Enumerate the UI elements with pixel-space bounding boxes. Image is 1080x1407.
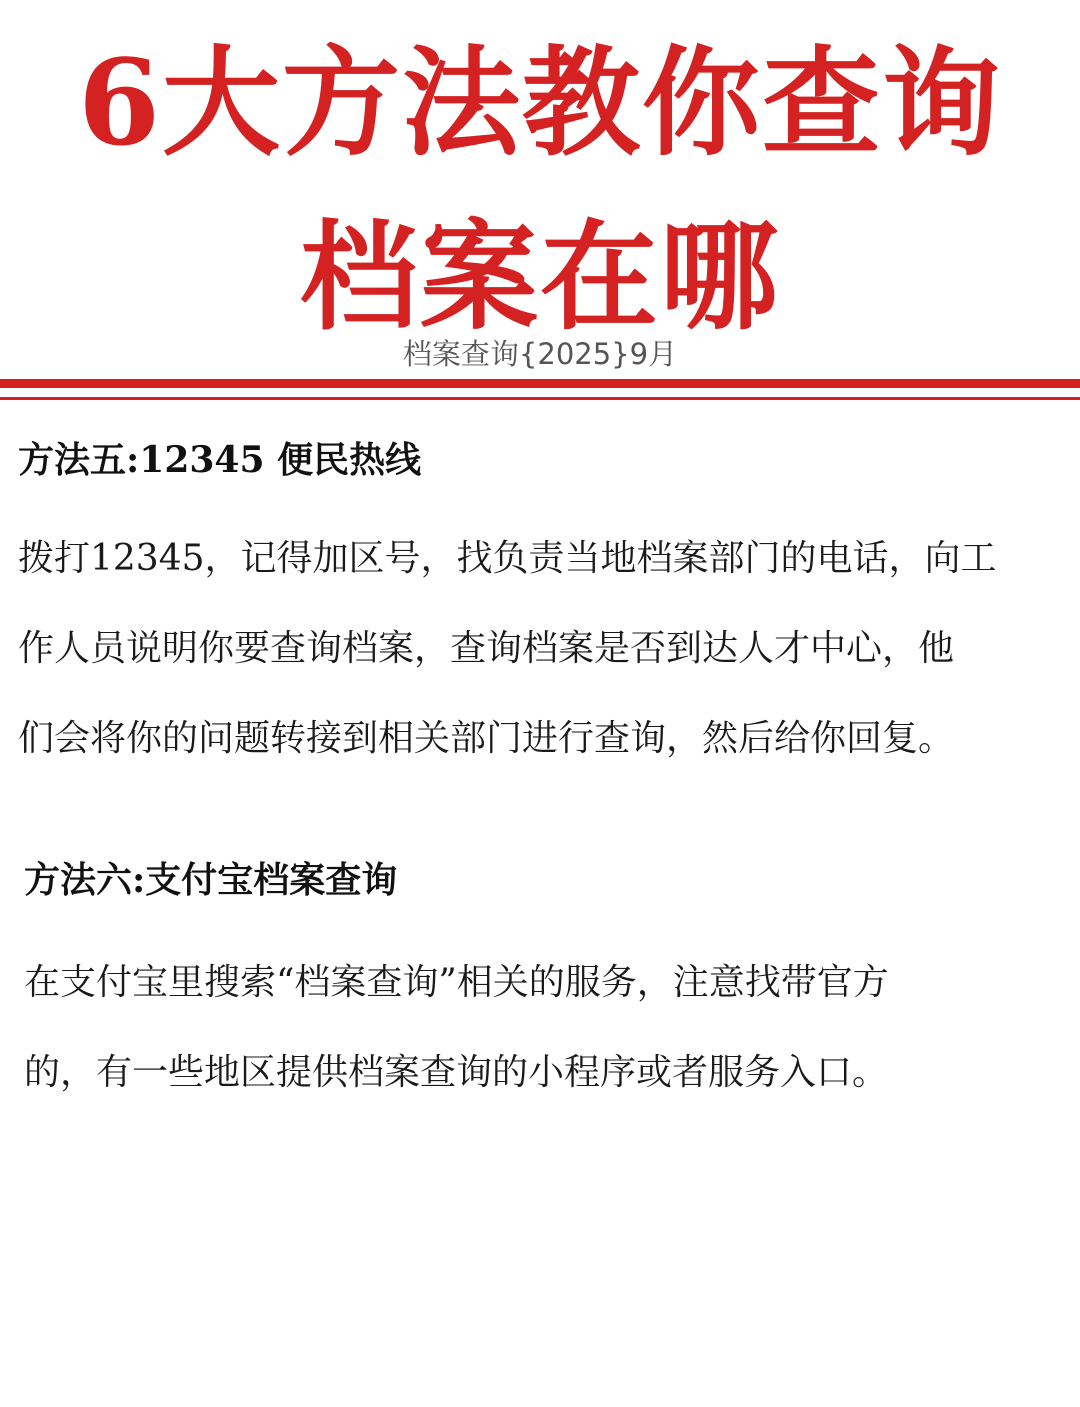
section-heading: 方法五:12345 便民热线 bbox=[18, 439, 422, 481]
section-heading: 方法六:支付宝档案查询 bbox=[24, 859, 398, 901]
section-method-six bbox=[24, 852, 1074, 1118]
body-line: 们会将你的问题转接到相关部门进行查询，然后给你回复。 bbox=[18, 718, 955, 759]
divider-thin bbox=[0, 397, 1080, 400]
page-subtitle: 档案查询{2025}9月 bbox=[402, 337, 678, 371]
body-line: 在支付宝里搜索“档案查询”相关的服务，注意找带官方 bbox=[24, 962, 889, 1003]
section-body bbox=[18, 514, 1068, 784]
page-title-line-1: 6大方法教你查询 bbox=[77, 33, 1003, 172]
section-method-five bbox=[18, 432, 1068, 784]
body-line: 作人员说明你要查询档案，查询档案是否到达人才中心，他 bbox=[18, 628, 955, 669]
divider-thick bbox=[0, 379, 1080, 388]
body-line: 的，有一些地区提供档案查询的小程序或者服务入口。 bbox=[24, 1052, 889, 1093]
page-title-line-2: 档案在哪 bbox=[299, 207, 780, 346]
body-line: 拨打12345，记得加区号，找负责当地档案部门的电话，向工 bbox=[18, 538, 997, 579]
section-body bbox=[24, 938, 1074, 1118]
